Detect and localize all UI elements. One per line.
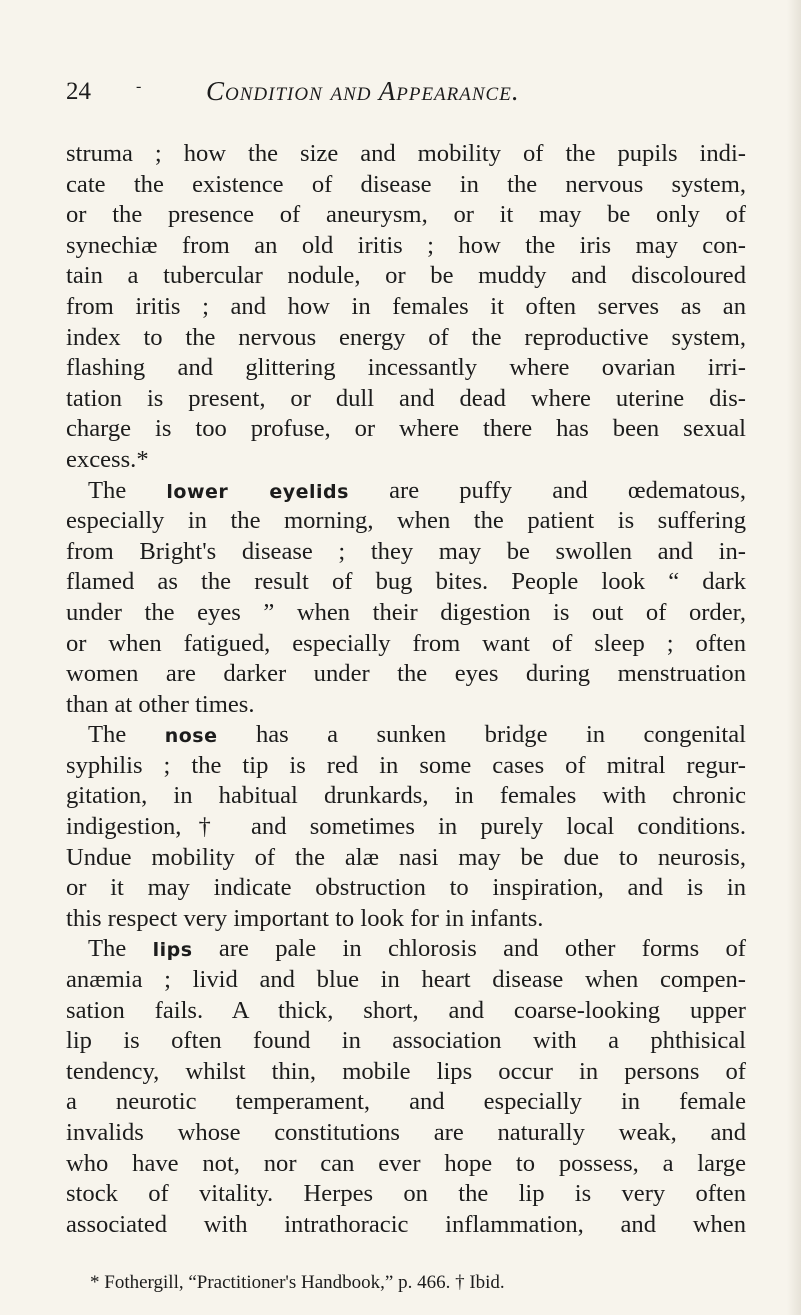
line-prefix: The <box>88 476 167 504</box>
text-line: flamed as the result of bug bites. People look “ dark <box>66 568 746 596</box>
text-line: syphilis ; the tip is red in some cases of mitral regur- <box>66 751 746 779</box>
text-line: associated with intrathoracic inflammation, and when <box>66 1210 746 1238</box>
line-suffix: are pale in chlorosis and other forms of <box>192 935 746 963</box>
text-line: indigestion,† and sometimes in purely local conditions. <box>66 813 746 841</box>
line-suffix: has a sunken bridge in congenital <box>217 721 746 749</box>
text-line: flashing and glittering incessantly where ovarian irri- <box>66 354 746 382</box>
text-line: women are darker under the eyes during menstruation <box>66 660 746 688</box>
running-title: Condition and Appearance. <box>206 76 520 106</box>
text-line: Undue mobility of the alæ nasi may be due to neurosis, <box>66 843 746 871</box>
text-line: sation fails. A thick, short, and coarse-looking upper <box>66 996 746 1024</box>
body-text <box>66 139 746 1240</box>
line-prefix: The <box>88 935 153 963</box>
text-line: especially in the morning, when the patient is suffering <box>66 507 746 535</box>
header-dash: - <box>136 78 142 95</box>
text-line: or it may indicate obstruction to inspiration, and is in <box>66 874 746 902</box>
text-line: charge is too profuse, or where there has been sexual <box>66 415 746 443</box>
text-line: tation is present, or dull and dead where uterine dis- <box>66 384 746 412</box>
line-prefix: The <box>88 721 165 749</box>
text-line: gitation, in habitual drunkards, in females with chronic <box>66 782 746 810</box>
text-line <box>66 720 746 751</box>
text-line <box>66 476 746 507</box>
text-line: index to the nervous energy of the reproductive system, <box>66 323 746 351</box>
page-number: 24 <box>66 78 91 105</box>
text-line: who have not, nor can ever hope to possess, a large <box>66 1149 746 1177</box>
text-line: synechiæ from an old iritis ; how the iris may con- <box>66 231 746 259</box>
page-edge <box>787 0 801 1315</box>
text-line <box>66 934 746 965</box>
line-suffix: are puffy and œdematous, <box>348 476 746 504</box>
text-line: or when fatigued, especially from want of sleep ; often <box>66 629 746 657</box>
text-line: anæmia ; livid and blue in heart disease when compen- <box>66 966 746 994</box>
keyword: lips <box>152 939 193 962</box>
footnote: * Fothergill, “Practitioner's Handbook,” p. 466. † Ibid. <box>90 1272 505 1293</box>
keyword: lower eyelids <box>166 480 349 503</box>
text-line: struma ; how the size and mobility of the pupils indi- <box>66 140 746 167</box>
text-line: excess.* <box>66 445 149 473</box>
keyword: nose <box>164 725 218 748</box>
text-line: under the eyes ” when their digestion is out of order, <box>66 598 746 626</box>
text-line: stock of vitality. Herpes on the lip is very often <box>66 1180 746 1208</box>
text-line: invalids whose constitutions are naturally weak, and <box>66 1119 746 1146</box>
text-line: a neurotic temperament, and especially in female <box>66 1088 746 1116</box>
text-line: from iritis ; and how in females it often serves as an <box>66 292 746 320</box>
text-line: tain a tubercular nodule, or be muddy and discoloured <box>66 262 746 290</box>
text-line: than at other times. <box>66 690 255 718</box>
text-line: or the presence of aneurysm, or it may be only of <box>66 201 746 229</box>
text-line: cate the existence of disease in the nervous system, <box>66 170 746 198</box>
text-line: from Bright's disease ; they may be swollen and in- <box>66 537 746 565</box>
text-line: tendency, whilst thin, mobile lips occur in persons of <box>66 1057 746 1085</box>
text-line: this respect very important to look for in infants. <box>66 904 544 932</box>
running-header <box>66 78 746 114</box>
text-line: lip is often found in association with a phthisical <box>66 1027 746 1055</box>
